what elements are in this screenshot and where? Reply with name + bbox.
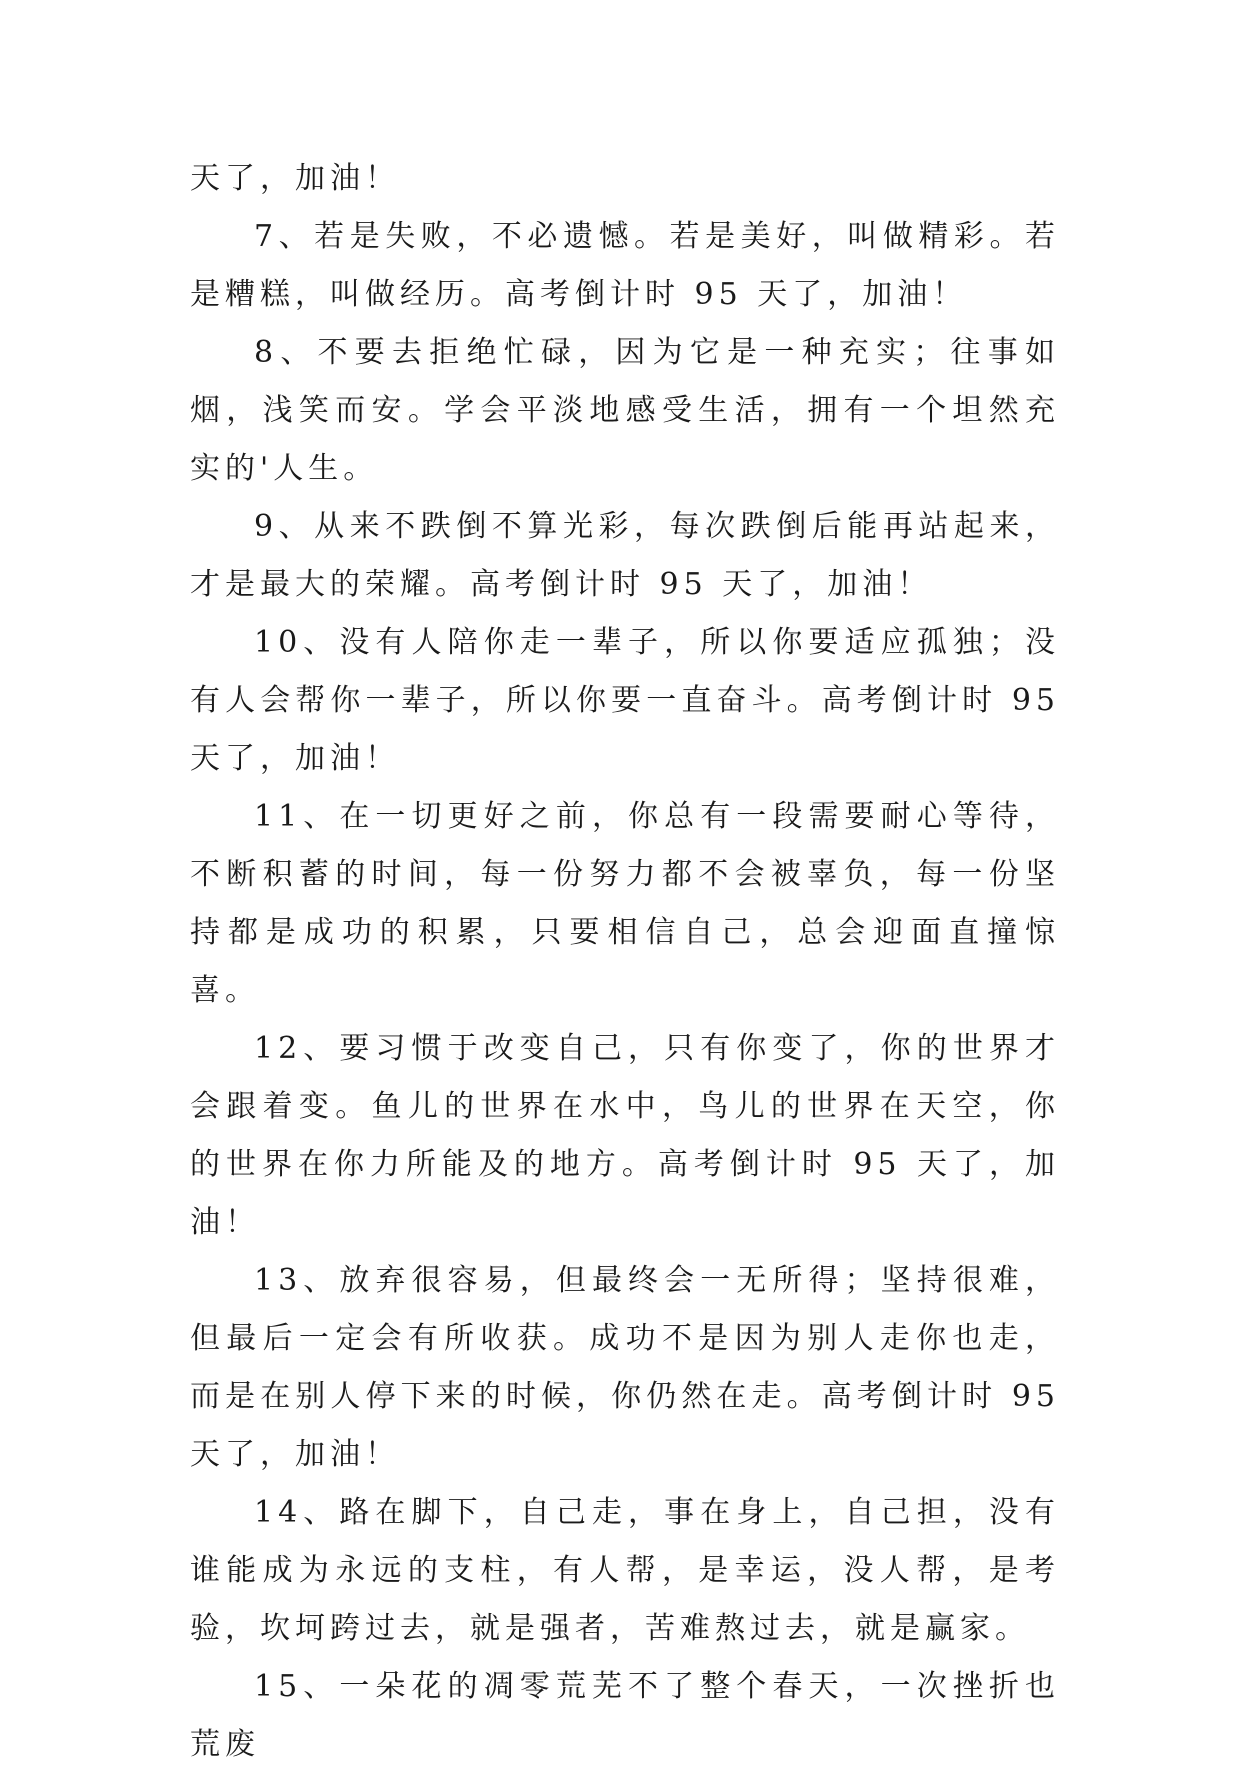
paragraph-item-13: 13、放弃很容易，但最终会一无所得；坚持很难，但最后一定会有所收获。成功不是因为别人走你也走，而是在别人停下来的时候，你仍然在走。高考倒计时 95 天了，加油！ [190, 1263, 1060, 1472]
paragraph-item-8: 8、不要去拒绝忙碌，因为它是一种充实；往事如烟，浅笑而安。学会平淡地感受生活，拥有一个坦然充实的'人生。 [190, 335, 1060, 486]
paragraph-item-12: 12、要习惯于改变自己，只有你变了，你的世界才会跟着变。鱼儿的世界在水中，鸟儿的世界在天空，你的世界在你力所能及的地方。高考倒计时 95 天了，加油！ [190, 1031, 1060, 1240]
paragraph-item-11: 11、在一切更好之前，你总有一段需要耐心等待，不断积蓄的时间，每一份努力都不会被辜负，每一份坚持都是成功的积累，只要相信自己，总会迎面直撞惊喜。 [190, 799, 1060, 1008]
paragraph-item-14: 14、路在脚下，自己走，事在身上，自己担，没有谁能成为永远的支柱，有人帮，是幸运，没人帮，是考验，坎坷跨过去，就是强者，苦难熬过去，就是赢家。 [190, 1495, 1060, 1646]
paragraph-item-10: 10、没有人陪你走一辈子，所以你要适应孤独；没有人会帮你一辈子，所以你要一直奋斗。高考倒计时 95 天了，加油！ [190, 625, 1060, 776]
paragraph-item-9: 9、从来不跌倒不算光彩，每次跌倒后能再站起来，才是最大的荣耀。高考倒计时 95 天了，加油！ [190, 509, 1060, 602]
paragraph-item-15: 15、一朵花的凋零荒芜不了整个春天，一次挫折也荒废 [190, 1669, 1060, 1762]
paragraph-item-7: 7、若是失败，不必遗憾。若是美好，叫做精彩。若是糟糕，叫做经历。高考倒计时 95 天了，加油！ [190, 219, 1060, 312]
document-body [190, 150, 1060, 1774]
paragraph-continuation: 天了，加油！ [190, 161, 400, 196]
